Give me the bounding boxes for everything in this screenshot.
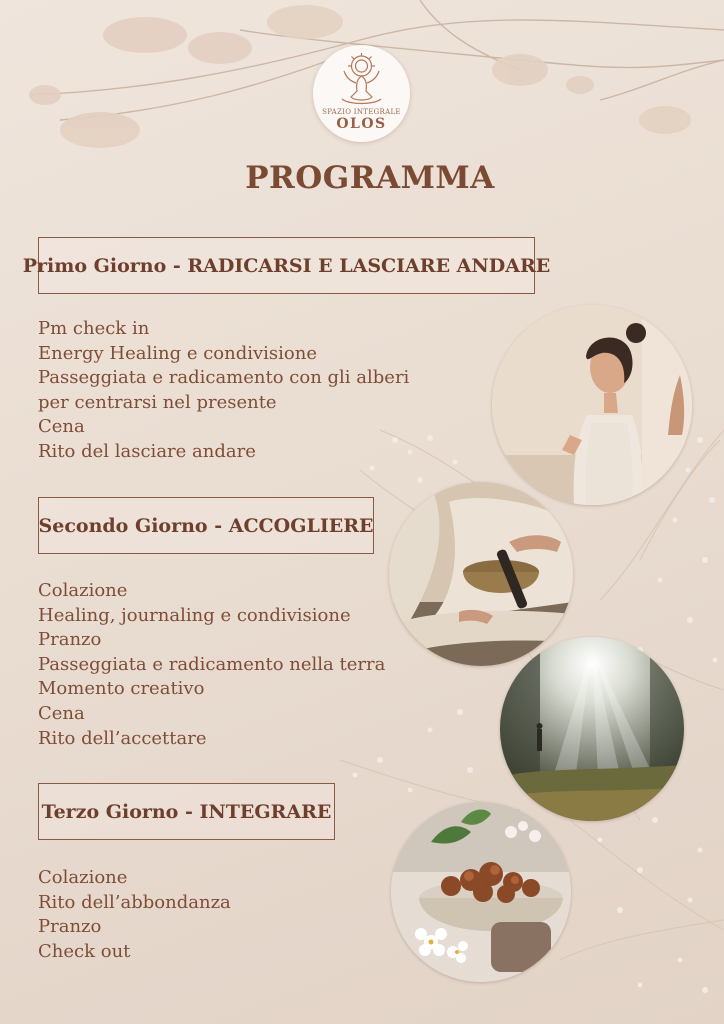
list-item: Rito dell’abbondanza [38,891,231,913]
list-item: Pranzo [38,629,102,651]
list-item: Colazione [38,867,128,888]
list-item: Energy Healing e condivisione [38,342,317,364]
list-item: Pm check in [38,318,150,339]
list-item: Rito dell’accettare [38,727,207,749]
forest-sunlight-photo [500,637,684,821]
list-item: Momento creativo [38,678,205,700]
meditation-woman-photo [492,305,692,505]
list-item: Colazione [38,580,128,601]
logo [313,45,410,142]
day-1-schedule [38,317,409,465]
list-item: per centrarsi nel presente [38,391,277,413]
page-title: PROGRAMMA [245,160,495,196]
day-3-heading: Terzo Giorno - INTEGRARE [38,783,335,840]
list-item: Pranzo [38,916,102,938]
day-2-heading: Secondo Giorno - ACCOGLIERE [38,497,374,554]
logo-subtitle: SPAZIO INTEGRALE [322,108,401,116]
logo-name: OLOS [336,116,387,132]
day-2-schedule [38,579,385,751]
list-item: Passeggiata e radicamento nella terra [38,653,386,675]
list-item: Passeggiata e radicamento con gli alberi [38,367,410,389]
singing-bowl-photo [389,482,573,666]
list-item: Check out [38,940,131,962]
meditating-figure-icon [337,53,386,108]
day-1-heading: Primo Giorno - RADICARSI E LASCIARE ANDARE [38,237,535,294]
list-item: Rito del lasciare andare [38,440,256,462]
crystals-flowers-photo [391,802,571,982]
list-item: Healing, journaling e condivisione [38,604,351,626]
list-item: Cena [38,416,85,438]
day-3-schedule [38,866,231,964]
list-item: Cena [38,702,85,724]
